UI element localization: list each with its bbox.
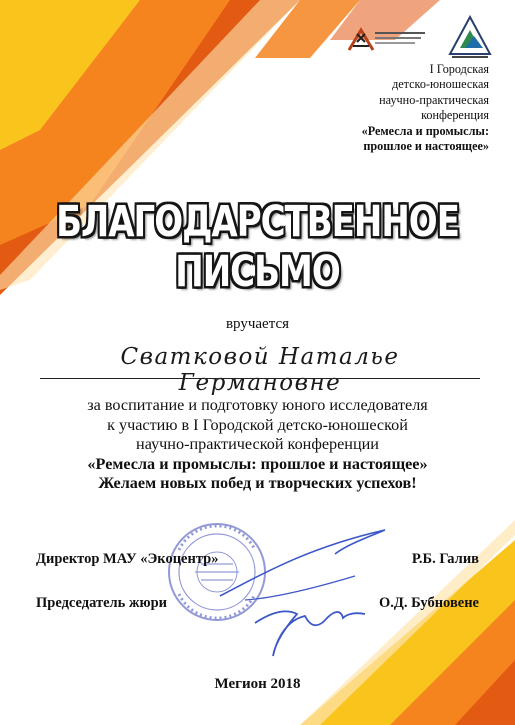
conference-line: детско-юношеская xyxy=(392,77,489,92)
director-title: Директор МАУ «Экоцентр» xyxy=(36,551,219,567)
conference-line: конференция xyxy=(421,108,489,123)
header-logos xyxy=(343,14,493,64)
conference-line: научно-практическая xyxy=(379,92,489,107)
crafts-center-logo xyxy=(343,22,427,64)
body-line: научно-практической конференции xyxy=(136,435,379,453)
recipient-name: Сватковой Наталье Германовне xyxy=(120,344,400,396)
body-line: за воспитание и подготовку юного исследователя xyxy=(87,396,428,414)
director-name: Р.Б. Галив xyxy=(411,551,479,567)
document-title-line-1: БЛАГОДАРСТВЕННОЕ xyxy=(56,197,459,247)
body-conference-title: «Ремесла и промыслы: прошлое и настоящее» xyxy=(87,454,428,473)
conference-line: I Городская xyxy=(429,62,489,76)
certificate-body xyxy=(20,396,495,494)
conference-header xyxy=(259,62,489,154)
recipient-underline xyxy=(40,378,480,379)
conference-name-line: «Ремесла и промыслы: xyxy=(361,123,489,138)
place-and-year: Мегион 2018 xyxy=(214,676,301,692)
conference-name-line: прошлое и настоящее» xyxy=(363,139,489,154)
jury-chair-name: О.Д. Бубновене xyxy=(379,595,479,611)
awarded-label: вручается xyxy=(225,316,290,332)
body-line: к участию в I Городской детско-юношеской xyxy=(107,415,408,434)
document-title-line-2: ПИСЬМО xyxy=(175,247,340,297)
handwritten-signature xyxy=(215,518,400,658)
ecocenter-logo xyxy=(447,14,493,62)
jury-chair-title: Председатель жюри xyxy=(36,595,167,611)
body-wishes: Желаем новых побед и творческих успехов! xyxy=(98,474,417,492)
